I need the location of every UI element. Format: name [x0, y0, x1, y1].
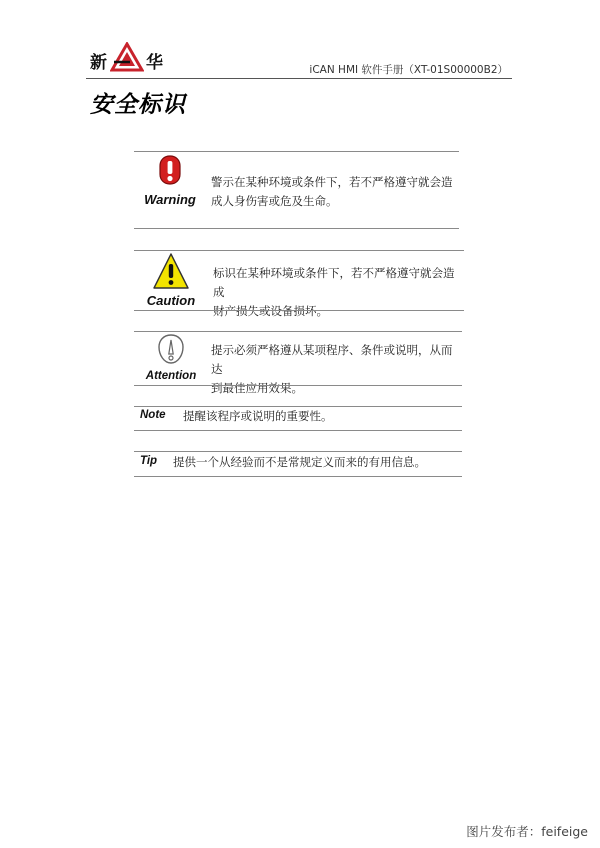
- warning-text-line1: 警示在某种环境或条件下，若不严格遵守就会造: [211, 175, 453, 189]
- divider: [134, 451, 462, 452]
- caution-label: Caution: [146, 293, 196, 308]
- divider: [134, 476, 462, 477]
- attention-block: [140, 333, 202, 382]
- warning-description: [211, 173, 461, 211]
- logo-char-left: 新: [90, 53, 107, 73]
- tip-description: 提供一个从经验而不是常规定义而来的有用信息。: [173, 455, 426, 469]
- attention-text-line1: 提示必须严格遵从某项程序、条件或说明，从而达: [211, 343, 453, 376]
- header-divider: [86, 78, 512, 79]
- publisher-credit: 图片发布者：feifeige: [466, 824, 588, 839]
- divider: [134, 430, 462, 431]
- divider: [134, 250, 464, 251]
- attention-icon: [153, 333, 189, 367]
- caution-text-line1: 标识在某种环境或条件下，若不严格遵守就会造成: [213, 266, 455, 299]
- logo-char-right: 华: [146, 53, 163, 73]
- divider: [134, 331, 462, 332]
- divider: [134, 310, 464, 311]
- divider: [134, 385, 462, 386]
- divider: [134, 151, 459, 152]
- divider: [134, 228, 459, 229]
- logo-triangle-icon: [110, 42, 144, 72]
- warning-label: Warning: [144, 192, 196, 207]
- attention-label: Attention: [145, 370, 197, 382]
- warning-icon: [153, 154, 187, 190]
- caution-block: [140, 252, 202, 308]
- note-label: Note: [140, 409, 166, 421]
- attention-text-line2: 到最佳应用效果。: [211, 381, 303, 395]
- note-description: 提醒该程序或说明的重要性。: [183, 409, 333, 423]
- caution-description: [213, 264, 465, 321]
- page-title: 安全标识: [90, 92, 186, 118]
- warning-text-line2: 成人身伤害或危及生命。: [211, 194, 338, 208]
- caution-text-line2: 财产损失或设备损坏。: [213, 304, 328, 318]
- attention-description: [211, 341, 463, 398]
- tip-label: Tip: [140, 455, 158, 467]
- warning-block: [138, 154, 202, 207]
- caution-icon: [152, 252, 190, 292]
- document-title: iCAN HMI 软件手册（XT-01S00000B2）: [309, 64, 508, 76]
